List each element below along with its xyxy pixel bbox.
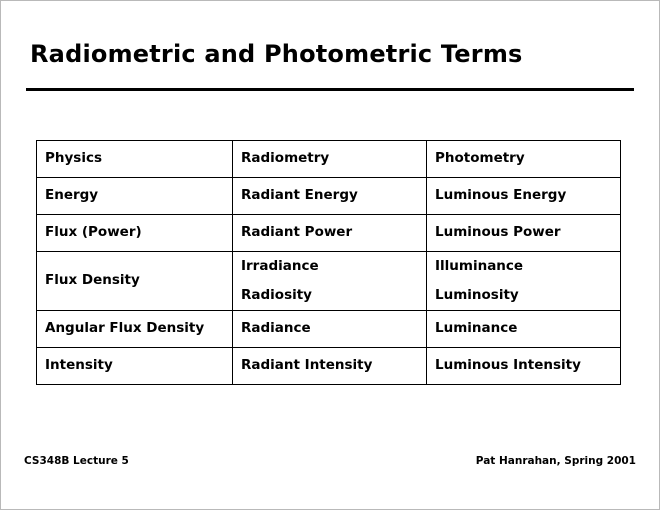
table-row — [37, 311, 621, 348]
table-cell-line: Radiosity — [241, 286, 312, 303]
footer-author-label: Pat Hanrahan, Spring 2001 — [475, 455, 636, 467]
table-cell — [37, 311, 233, 348]
table-cell-line: Radiance — [241, 320, 311, 337]
table-cell-line: Angular Flux Density — [45, 320, 205, 337]
table-header-cell: Radiometry — [233, 141, 427, 178]
table-cell — [233, 348, 427, 385]
table-cell-line: Illuminance — [435, 258, 524, 274]
title-divider — [26, 88, 634, 91]
table-cell-line: Luminosity — [435, 286, 519, 303]
table-cell — [37, 215, 233, 252]
table-cell — [233, 215, 427, 252]
table-cell — [233, 311, 427, 348]
table-cell-line: Luminous Intensity — [435, 357, 581, 374]
slide-footer — [0, 455, 660, 471]
table-cell-line: Radiant Power — [241, 224, 353, 241]
table-cell-line: Radiant Energy — [241, 187, 358, 204]
table-cell-line: Luminance — [435, 320, 518, 337]
table-cell — [37, 252, 233, 311]
table-cell-line: Luminous Power — [435, 224, 561, 241]
table-row — [37, 348, 621, 385]
table-cell-line: Irradiance — [241, 258, 319, 274]
table-row — [37, 215, 621, 252]
table-cell-line: Luminous Energy — [435, 187, 567, 204]
table-cell — [427, 311, 621, 348]
table-cell — [37, 348, 233, 385]
table-cell — [427, 215, 621, 252]
table-cell — [427, 348, 621, 385]
table-cell-line: Radiant Intensity — [241, 357, 373, 374]
table-cell — [427, 252, 621, 311]
table-cell-line: Intensity — [45, 357, 113, 374]
table-cell — [37, 178, 233, 215]
table-cell — [427, 178, 621, 215]
table-cell-line: Energy — [45, 187, 99, 204]
table-cell-line: Flux (Power) — [45, 224, 142, 241]
terms-table — [36, 140, 621, 385]
table-row — [37, 178, 621, 215]
footer-course-label: CS348B Lecture 5 — [24, 455, 129, 467]
table-header-cell: Physics — [37, 141, 233, 178]
table-row — [37, 252, 621, 311]
table-cell — [233, 178, 427, 215]
table-header-cell: Photometry — [427, 141, 621, 178]
terms-table-container — [36, 140, 620, 385]
table-cell-line: Flux Density — [45, 272, 140, 289]
table-header-row — [37, 141, 621, 178]
page-title: Radiometric and Photometric Terms — [30, 40, 523, 68]
table-cell — [233, 252, 427, 311]
